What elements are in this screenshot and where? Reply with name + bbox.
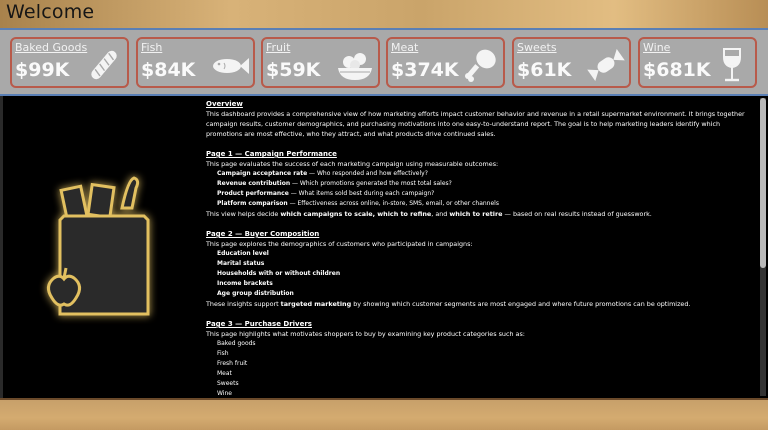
left-edge-divider <box>0 96 3 398</box>
wine-glass-icon <box>712 46 752 84</box>
kpi-card-fish[interactable] <box>136 37 255 88</box>
list-item: Households with or without children <box>217 270 341 277</box>
candy-icon <box>586 46 626 84</box>
list-item: Fish <box>217 350 229 357</box>
kpi-card-baked-goods[interactable] <box>10 37 129 88</box>
overview-text: This dashboard provides a comprehensive view of how marketing efforts impact customer behavior and revenue in a retail supermarket environment. It brings together campaign results, customer demographics, and purchasing motivations into one easy-to-understand report. The goal is to help marketing leaders identify which promotions are most effective, who they attract, and what products drive continued sales. <box>206 110 745 138</box>
kpi-card-fruit[interactable] <box>261 37 380 88</box>
kpi-value: $99K <box>15 59 70 81</box>
kpi-value: $59K <box>266 59 321 81</box>
drumstick-icon <box>460 46 500 84</box>
page-title: Welcome <box>6 1 95 23</box>
kpi-value: $61K <box>517 59 572 81</box>
kpi-value: $84K <box>141 59 196 81</box>
header-bar <box>0 0 768 28</box>
content-scrollbar[interactable] <box>760 98 766 396</box>
list-item: Education level <box>217 250 269 257</box>
page3-heading: Page 3 — Purchase Drivers <box>206 320 312 328</box>
page2-intro: This page explores the demographics of customers who participated in campaigns: <box>206 240 473 248</box>
list-item: Marital status <box>217 260 265 267</box>
list-item: Income brackets <box>217 280 273 287</box>
kpi-label: Baked Goods <box>15 41 88 54</box>
kpi-card-wine[interactable] <box>638 37 757 88</box>
list-item: Sweets <box>217 380 239 387</box>
page2-outro: These insights support targeted marketing by showing which customer segments are most engaged and where future promotions can be optimized. <box>206 300 691 308</box>
overview-heading: Overview <box>206 100 243 108</box>
kpi-label: Fruit <box>266 41 291 54</box>
kpi-value: $681K <box>643 59 711 81</box>
list-item: Revenue contribution — Which promotions generated the most total sales? <box>217 180 452 187</box>
page1-outro: This view helps decide which campaigns to scale, which to refine, and which to retire — based on real results instead of guesswork. <box>206 210 652 218</box>
page1-intro: This page evaluates the success of each marketing campaign using measurable outcomes: <box>206 160 499 168</box>
bread-icon <box>84 46 124 84</box>
list-item: Campaign acceptance rate — Who responded and how effectively? <box>217 170 428 177</box>
list-item: Platform comparison — Effectiveness across online, in-store, SMS, email, or other channels <box>217 200 499 207</box>
kpi-label: Wine <box>643 41 671 54</box>
page1-heading: Page 1 — Campaign Performance <box>206 150 337 158</box>
page2-heading: Page 2 — Buyer Composition <box>206 230 320 238</box>
list-item: Wine <box>217 390 232 397</box>
list-item: Age group distribution <box>217 290 294 297</box>
footer-bar <box>0 398 768 430</box>
welcome-content <box>206 99 754 399</box>
kpi-card-sweets[interactable] <box>512 37 631 88</box>
kpi-label: Meat <box>391 41 419 54</box>
fish-icon <box>210 46 250 84</box>
kpi-card-meat[interactable] <box>386 37 505 88</box>
kpi-label: Sweets <box>517 41 557 54</box>
list-item: Meat <box>217 370 232 377</box>
grocery-bag-icon <box>38 170 168 330</box>
kpi-value: $374K <box>391 59 459 81</box>
page3-intro: This page highlights what motivates shoppers to buy by examining key product categories such as: <box>206 330 525 338</box>
kpi-label: Fish <box>141 41 163 54</box>
list-item: Product performance — What items sold best during each campaign? <box>217 190 435 197</box>
kpi-bar <box>0 28 768 96</box>
list-item: Fresh fruit <box>217 360 248 367</box>
list-item: Baked goods <box>217 340 256 347</box>
scrollbar-thumb[interactable] <box>760 98 766 268</box>
fruit-bowl-icon <box>335 46 375 84</box>
